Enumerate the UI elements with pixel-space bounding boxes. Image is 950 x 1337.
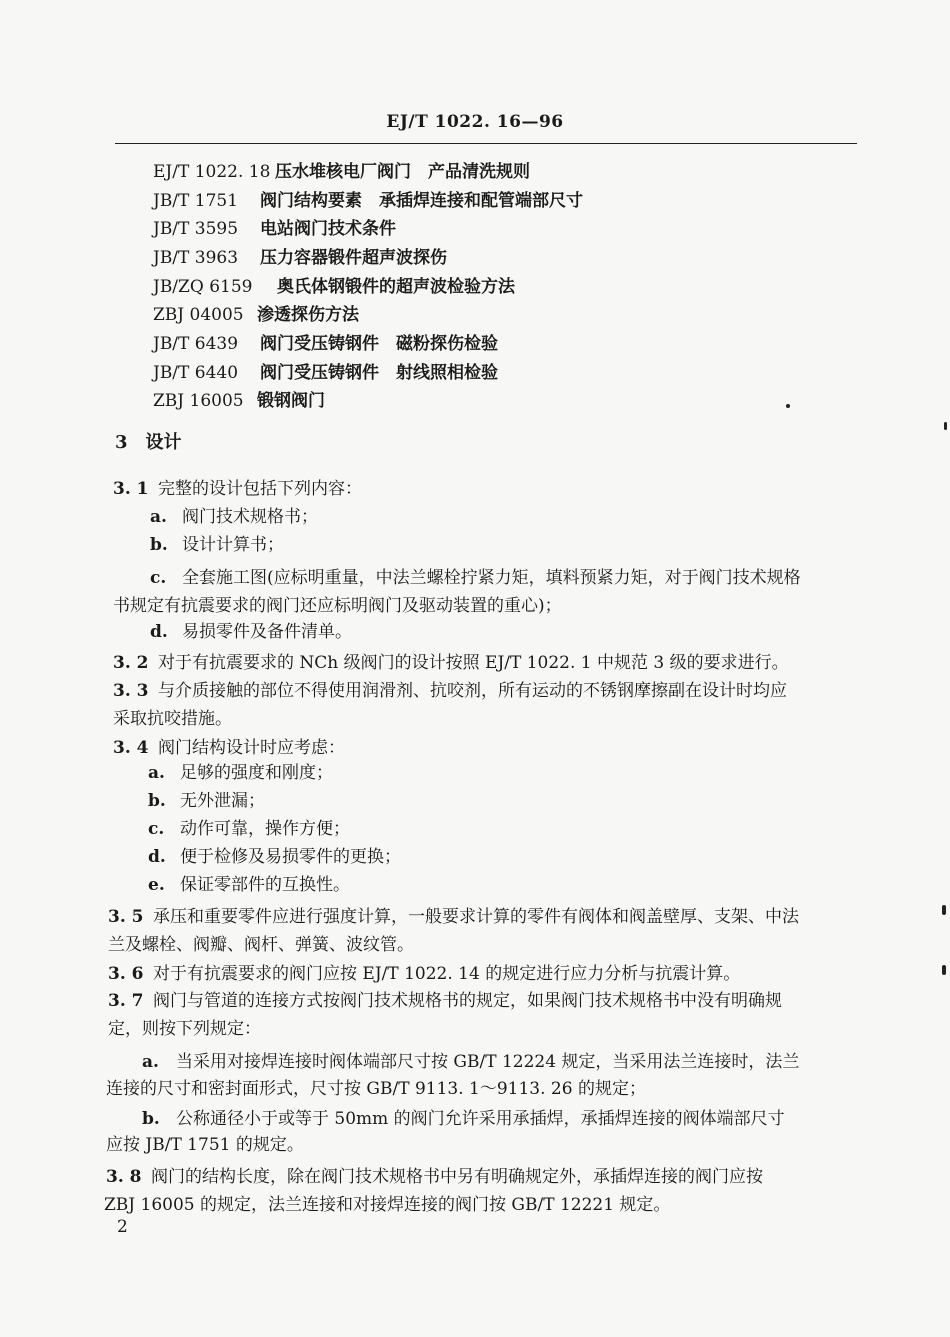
reference-code: JB/T 3595	[153, 219, 239, 239]
clause-continuation: 兰及螺栓、阀瓣、阀杆、弹簧、波纹管。	[108, 935, 414, 955]
list-item	[150, 533, 284, 557]
clause-text: 完整的设计包括下列内容：	[158, 479, 362, 499]
clause-number: 3. 6	[108, 964, 144, 984]
reference-title: 电站阀门技术条件	[260, 219, 396, 239]
item-letter: c.	[148, 819, 165, 839]
reference-title: 锻钢阀门	[257, 391, 325, 411]
page-number: 2	[117, 1217, 128, 1237]
reference-code: JB/ZQ 6159	[153, 277, 253, 297]
clause-number: 3. 8	[106, 1167, 142, 1187]
item-text: 保证零部件的互换性。	[180, 875, 350, 895]
item-text: 足够的强度和刚度；	[180, 763, 333, 783]
item-letter: a.	[142, 1052, 159, 1072]
clause-text: 承压和重要零件应进行强度计算，一般要求计算的零件有阀体和阀盖壁厚、支架、中法	[153, 907, 799, 927]
item-text: 公称通径小于或等于 50mm 的阀门允许采用承插焊，承插焊连接的阀体端部尺寸	[176, 1109, 785, 1129]
item-continuation: 书规定有抗震要求的阀门还应标明阀门及驱动装置的重心)；	[113, 596, 562, 616]
list-item	[148, 761, 333, 785]
list-item	[150, 505, 318, 529]
clause-3-8	[106, 1165, 763, 1189]
clause-3-5	[108, 905, 799, 929]
reference-code: JB/T 6440	[153, 363, 239, 383]
clause-3-2	[113, 651, 789, 675]
clause-3-6	[108, 962, 740, 986]
standard-code-header: EJ/T 1022. 16—96	[386, 112, 564, 132]
list-item	[148, 845, 401, 869]
reference-item	[153, 275, 515, 299]
list-item	[148, 817, 350, 841]
reference-code: ZBJ 04005	[153, 305, 244, 325]
item-text: 全套施工图(应标明重量，中法兰螺栓拧紧力矩，填料预紧力矩，对于阀门技术规格	[182, 568, 801, 588]
reference-title: 压水堆核电厂阀门 产品清洗规则	[275, 162, 530, 182]
scan-speck	[942, 905, 946, 915]
item-continuation: 应按 JB/T 1751 的规定。	[106, 1135, 304, 1155]
clause-3-4	[113, 736, 345, 760]
clause-3-1	[113, 477, 362, 501]
clause-number: 3. 2	[113, 653, 149, 673]
list-item	[142, 1050, 799, 1074]
clause-continuation: 定，则按下列规定：	[108, 1019, 261, 1039]
item-text: 阀门技术规格书；	[182, 507, 318, 527]
item-continuation: 连接的尺寸和密封面形式，尺寸按 GB/T 9113. 1～9113. 26 的规定；	[106, 1079, 646, 1099]
header-rule	[115, 143, 857, 144]
reference-title: 阀门受压铸钢件 磁粉探伤检验	[260, 334, 498, 354]
clause-number: 3. 1	[113, 479, 149, 499]
clause-text: 阀门与管道的连接方式按阀门技术规格书的规定，如果阀门技术规格书中没有明确规	[153, 991, 782, 1011]
scan-speck	[786, 404, 790, 408]
clause-number: 3. 5	[108, 907, 144, 927]
reference-code: JB/T 1751	[153, 191, 239, 211]
item-letter: a.	[148, 763, 165, 783]
reference-code: JB/T 6439	[153, 334, 239, 354]
clause-number: 3. 4	[113, 738, 149, 758]
clause-text: 与介质接触的部位不得使用润滑剂、抗咬剂，所有运动的不锈钢摩擦副在设计时均应	[158, 681, 787, 701]
item-text: 无外泄漏；	[180, 791, 265, 811]
scan-speck	[944, 422, 947, 430]
reference-item	[153, 303, 359, 327]
reference-item	[153, 332, 498, 356]
clause-text: 阀门结构设计时应考虑：	[158, 738, 345, 758]
clause-continuation: ZBJ 16005 的规定，法兰连接和对接焊连接的阀门按 GB/T 12221 规定。	[104, 1195, 671, 1215]
item-letter: d.	[150, 622, 168, 642]
clause-text: 对于有抗震要求的阀门应按 EJ/T 1022. 14 的规定进行应力分析与抗震计算。	[153, 964, 741, 984]
section-number: 3	[115, 432, 128, 453]
clause-number: 3. 3	[113, 681, 149, 701]
item-letter: c.	[150, 568, 167, 588]
item-letter: a.	[150, 507, 167, 527]
reference-title: 阀门结构要素 承插焊连接和配管端部尺寸	[260, 191, 583, 211]
reference-title: 渗透探伤方法	[257, 305, 359, 325]
reference-item	[153, 361, 498, 385]
reference-title: 奥氏体钢锻件的超声波检验方法	[277, 277, 515, 297]
reference-item	[153, 246, 447, 270]
reference-code: ZBJ 16005	[153, 391, 244, 411]
clause-continuation: 采取抗咬措施。	[113, 709, 232, 729]
reference-item	[153, 389, 325, 413]
item-letter: d.	[148, 847, 166, 867]
reference-title: 压力容器锻件超声波探伤	[260, 248, 447, 268]
item-text: 设计计算书；	[182, 535, 284, 555]
list-item	[148, 789, 265, 813]
item-text: 当采用对接焊连接时阀体端部尺寸按 GB/T 12224 规定，当采用法兰连接时，法兰	[176, 1052, 800, 1072]
reference-item	[153, 217, 396, 241]
item-letter: b.	[148, 791, 166, 811]
list-item	[142, 1107, 785, 1131]
clause-text: 阀门的结构长度，除在阀门技术规格书中另有明确规定外，承插焊连接的阀门应按	[151, 1167, 763, 1187]
item-letter: e.	[148, 875, 165, 895]
reference-item	[153, 160, 530, 184]
reference-code: EJ/T 1022. 18	[153, 162, 271, 182]
item-text: 易损零件及备件清单。	[182, 622, 352, 642]
list-item	[148, 873, 350, 897]
clause-3-7	[108, 989, 782, 1013]
item-text: 便于检修及易损零件的更换；	[180, 847, 401, 867]
reference-item	[153, 189, 583, 213]
section-title: 设计	[145, 432, 182, 453]
list-item	[150, 620, 352, 644]
list-item	[150, 566, 801, 590]
section-heading	[115, 431, 182, 455]
item-letter: b.	[150, 535, 168, 555]
item-text: 动作可靠，操作方便；	[180, 819, 350, 839]
reference-code: JB/T 3963	[153, 248, 239, 268]
clause-3-3	[113, 679, 787, 703]
scan-speck	[942, 965, 946, 975]
clause-number: 3. 7	[108, 991, 144, 1011]
clause-text: 对于有抗震要求的 NCh 级阀门的设计按照 EJ/T 1022. 1 中规范 3 级的要求进行。	[158, 653, 789, 673]
reference-title: 阀门受压铸钢件 射线照相检验	[260, 363, 498, 383]
item-letter: b.	[142, 1109, 160, 1129]
